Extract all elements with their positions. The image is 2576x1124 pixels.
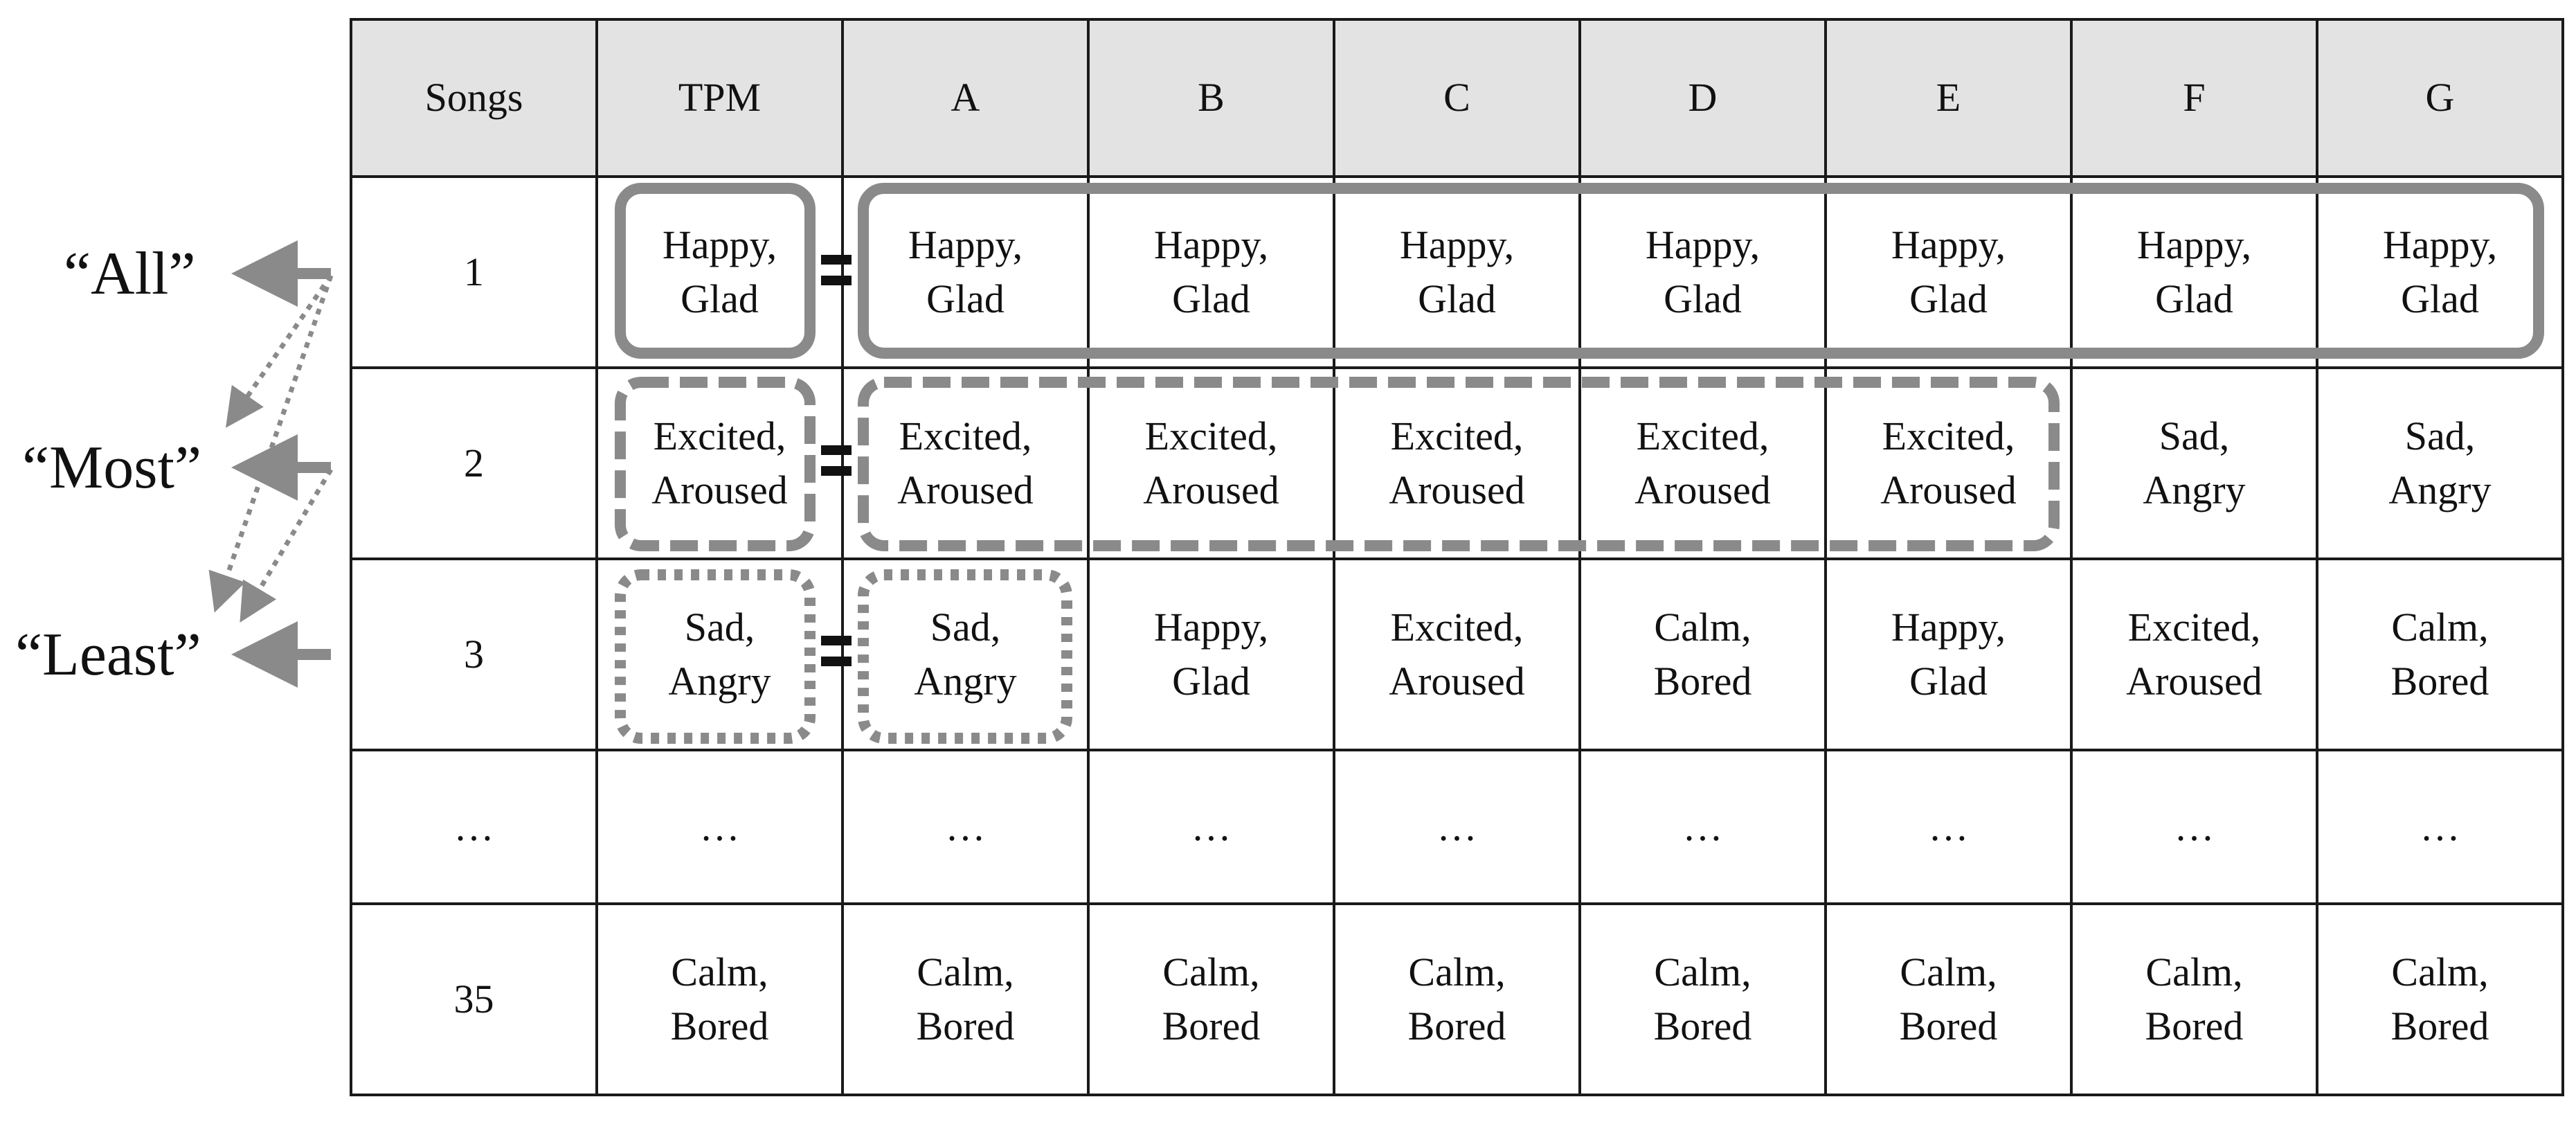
box-most-tpm bbox=[620, 382, 810, 546]
cell-text: Bored bbox=[1162, 1003, 1261, 1049]
cell-text: Angry bbox=[2388, 467, 2492, 512]
cell-text: … bbox=[945, 803, 986, 849]
cell-text: Angry bbox=[2143, 467, 2246, 512]
cell-text: Aroused bbox=[651, 467, 788, 512]
header-tpm: TPM bbox=[597, 19, 843, 177]
cell-text: Excited, bbox=[653, 413, 786, 458]
cell-text: Glad bbox=[926, 276, 1005, 321]
cell-text: Calm, bbox=[1654, 604, 1751, 650]
header-c: C bbox=[1334, 19, 1580, 177]
cell-text: … bbox=[1682, 803, 1723, 849]
cell-text: Calm, bbox=[1654, 949, 1751, 994]
cell-text: Calm, bbox=[1408, 949, 1506, 994]
header-f: F bbox=[2071, 19, 2317, 177]
cell-text: Sad, bbox=[930, 604, 1001, 650]
cell-text: … bbox=[699, 803, 740, 849]
box-all-tpm bbox=[620, 188, 810, 353]
cell-text: Calm, bbox=[2391, 604, 2489, 650]
cell-text: Aroused bbox=[1143, 467, 1279, 512]
cell-text: Happy, bbox=[1891, 604, 2006, 650]
cell-text: Glad bbox=[1418, 276, 1496, 321]
cell-text: Calm, bbox=[1162, 949, 1260, 994]
cell-text: Calm, bbox=[1900, 949, 1997, 994]
cell-text: Excited, bbox=[899, 413, 1032, 458]
cell-text: 3 bbox=[464, 631, 484, 677]
cell-text: Happy, bbox=[1153, 222, 1269, 267]
cell-text: Bored bbox=[670, 1003, 769, 1049]
cell-text: Calm, bbox=[671, 949, 768, 994]
cell-text: Glad bbox=[2401, 276, 2479, 321]
cell-text: Calm, bbox=[2391, 949, 2489, 994]
cell-text: Bored bbox=[1653, 659, 1752, 704]
cell-text: Glad bbox=[681, 276, 759, 321]
equals-sign-row-1 bbox=[821, 255, 852, 285]
box-least-rater-a bbox=[863, 575, 1067, 738]
label-all: “All” bbox=[64, 240, 196, 307]
cell-text: Bored bbox=[1407, 1003, 1506, 1049]
cell-text: Aroused bbox=[1389, 467, 1525, 512]
equals-sign-row-2 bbox=[821, 445, 852, 476]
box-most-raters bbox=[863, 382, 2054, 546]
cell-text: Bored bbox=[916, 1003, 1015, 1049]
dotted-arrow-1 bbox=[228, 276, 331, 424]
cell-text: Sad, bbox=[2159, 413, 2230, 458]
cell-text: Bored bbox=[2390, 1003, 2489, 1049]
cell-text: Bored bbox=[1653, 1003, 1752, 1049]
cell-text: Excited, bbox=[1390, 413, 1524, 458]
cell-text: Happy, bbox=[2382, 222, 2498, 267]
cell-text: Excited, bbox=[1636, 413, 1769, 458]
cell-text: Angry bbox=[668, 659, 771, 704]
cell-text: … bbox=[1436, 803, 1477, 849]
cell-text: Calm, bbox=[917, 949, 1014, 994]
cell-text: Glad bbox=[1909, 659, 1988, 704]
box-least-tpm bbox=[620, 575, 810, 738]
header-e: E bbox=[1826, 19, 2071, 177]
cell-text: Excited, bbox=[1390, 604, 1524, 650]
header-b: B bbox=[1088, 19, 1334, 177]
cell-text: Happy, bbox=[1645, 222, 1760, 267]
cell-text: Happy, bbox=[662, 222, 777, 267]
dotted-arrow-2 bbox=[216, 276, 331, 608]
cell-text: Happy, bbox=[1399, 222, 1515, 267]
cell-text: Sad, bbox=[684, 604, 755, 650]
cell-text: Glad bbox=[2155, 276, 2233, 321]
cell-text: Happy, bbox=[1153, 604, 1269, 650]
cell-text: … bbox=[2420, 803, 2460, 849]
cell-text: Glad bbox=[1172, 276, 1250, 321]
cell-text: Bored bbox=[2145, 1003, 2244, 1049]
cell-text: Aroused bbox=[1634, 467, 1771, 512]
box-all-raters bbox=[863, 188, 2539, 353]
cell-text: Bored bbox=[2390, 659, 2489, 704]
cell-text: Excited, bbox=[1144, 413, 1278, 458]
cell-text: Excited, bbox=[2127, 604, 2261, 650]
cell-text: Sad, bbox=[2404, 413, 2476, 458]
cell-text: 2 bbox=[464, 440, 484, 485]
cell-text: … bbox=[1928, 803, 1969, 849]
label-most: “Most” bbox=[22, 434, 202, 501]
cell-text: Excited, bbox=[1882, 413, 2015, 458]
cell-text: Calm, bbox=[2145, 949, 2243, 994]
cell-text: Aroused bbox=[1389, 659, 1525, 704]
equals-sign-row-3 bbox=[821, 636, 852, 666]
cell-text: Glad bbox=[1909, 276, 1988, 321]
header-d: D bbox=[1580, 19, 1826, 177]
cell-text: Angry bbox=[914, 659, 1017, 704]
cell-text: Glad bbox=[1664, 276, 1742, 321]
cell-text: Aroused bbox=[1880, 467, 2017, 512]
cell-text: … bbox=[453, 803, 494, 849]
cell-text: Happy, bbox=[908, 222, 1023, 267]
header-a: A bbox=[843, 19, 1088, 177]
cell-text: 35 bbox=[453, 976, 494, 1022]
cell-text: Happy, bbox=[1891, 222, 2006, 267]
cell-text: Bored bbox=[1899, 1003, 1998, 1049]
cell-text: … bbox=[1191, 803, 1232, 849]
cell-text: Aroused bbox=[2126, 659, 2262, 704]
cell-text: 1 bbox=[464, 249, 484, 294]
label-least: “Least” bbox=[15, 621, 201, 688]
cell-text: Aroused bbox=[897, 467, 1034, 512]
cell-text: Glad bbox=[1172, 659, 1250, 704]
header-songs: Songs bbox=[351, 19, 597, 177]
cell-text: … bbox=[2174, 803, 2215, 849]
header-g: G bbox=[2317, 19, 2563, 177]
cell-text: Happy, bbox=[2136, 222, 2252, 267]
